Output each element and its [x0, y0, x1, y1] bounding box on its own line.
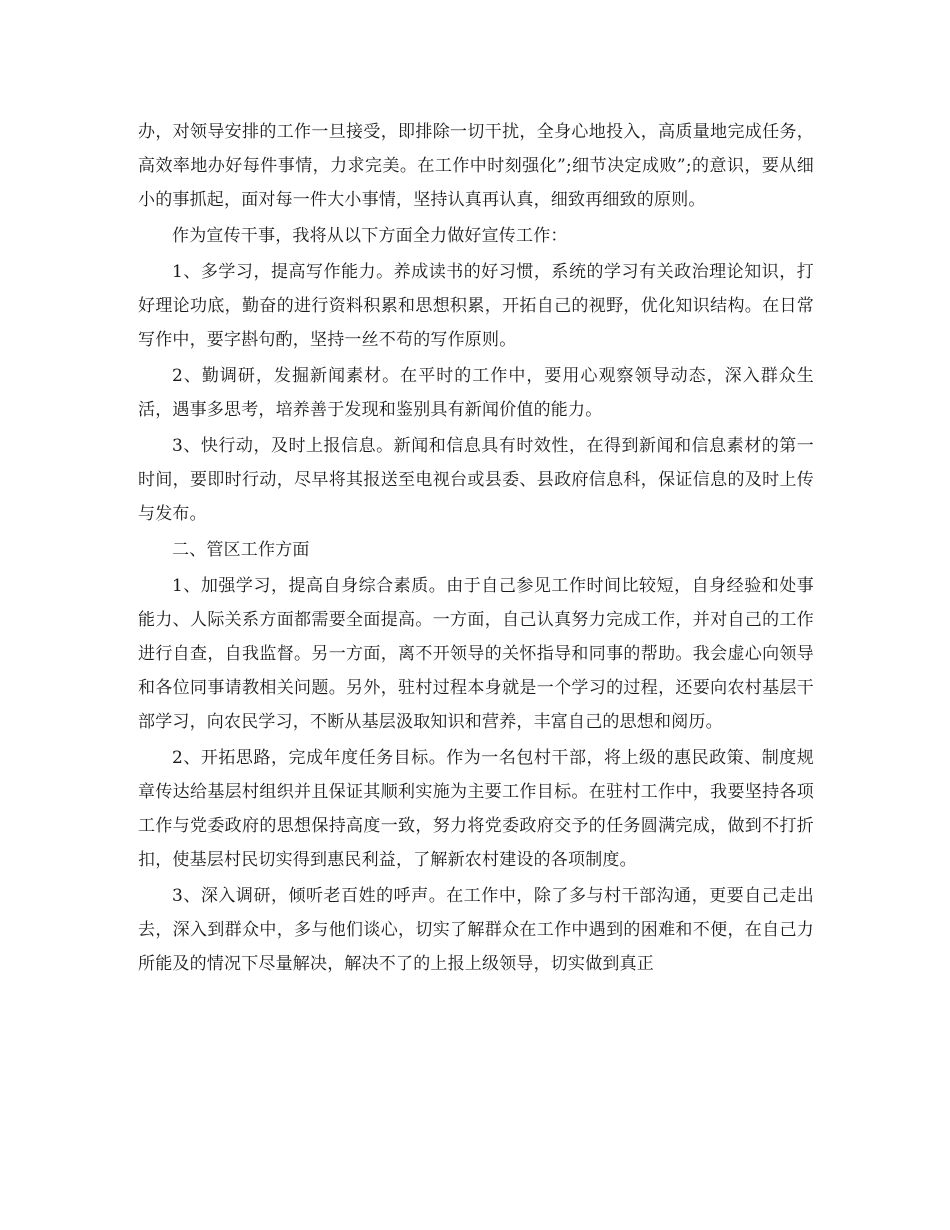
paragraph-9: 3、深入调研，倾听老百姓的呼声。在工作中，除了多与村干部沟通，更要自己走出去，深入到群众中，多与他们谈心，切实了解群众在工作中遇到的困难和不便，在自己力所能及的情况下尽量解决，解决不了的上报上级领导，切实做到真正: [138, 886, 814, 974]
paragraph-8: 2、开拓思路，完成年度任务目标。作为一名包村干部，将上级的惠民政策、制度规章传达给基层村组织并且保证其顺利实施为主要工作目标。在驻村工作中，我要坚持各项工作与党委政府的思想保持高度一致，努力将党委政府交予的任务圆满完成，做到不打折扣，使基层村民切实得到惠民利益，了解新农村建设的各项制度。: [138, 748, 814, 870]
paragraph-3: 1、多学习，提高写作能力。养成读书的好习惯，系统的学习有关政治理论知识，打好理论功底，勤奋的进行资料积累和思想积累，开拓自己的视野，优化知识结构。在日常写作中，要字斟句酌，坚持一丝不苟的写作原则。: [138, 262, 814, 350]
paragraph-5: 3、快行动，及时上报信息。新闻和信息具有时效性，在得到新闻和信息素材的第一时间，要即时行动，尽早将其报送至电视台或县委、县政府信息科，保证信息的及时上传与发布。: [138, 436, 814, 524]
document-body: [138, 115, 814, 983]
paragraph-1: 办，对领导安排的工作一旦接受，即排除一切干扰，全身心地投入，高质量地完成任务，高效率地办好每件事情，力求完美。在工作中时刻强化”;细节决定成败”;的意识，要从细小的事抓起，面对每一件大小事情，坚持认真再认真，细致再细致的原则。: [138, 122, 814, 210]
paragraph-7: 1、加强学习，提高自身综合素质。由于自己参见工作时间比较短，自身经验和处事能力、人际关系方面都需要全面提高。一方面，自己认真努力完成工作，并对自己的工作进行自查，自我监督。另一方面，离不开领导的关怀指导和同事的帮助。我会虚心向领导和各位同事请教相关问题。另外，驻村过程本身就是一个学习的过程，还要向农村基层干部学习，向农民学习，不断从基层汲取知识和营养，丰富自己的思想和阅历。: [138, 576, 814, 732]
paragraph-4: 2、勤调研，发掘新闻素材。在平时的工作中，要用心观察领导动态，深入群众生活，遇事多思考，培养善于发现和鉴别具有新闻价值的能力。: [138, 366, 814, 420]
section-heading: 二、管区工作方面: [172, 540, 310, 560]
paragraph-2: 作为宣传干事，我将从以下方面全力做好宣传工作：: [172, 226, 568, 246]
